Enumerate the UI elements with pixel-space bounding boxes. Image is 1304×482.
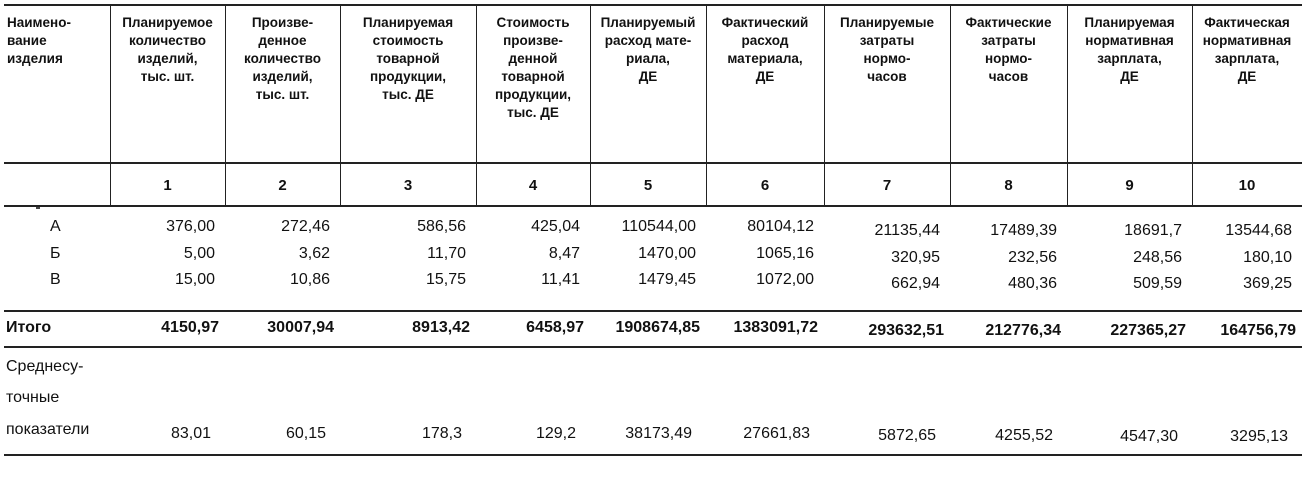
total-cell: 6458,97 bbox=[526, 319, 584, 336]
table-cell: 110544,00 bbox=[621, 218, 696, 235]
column-number: 2 bbox=[278, 177, 287, 194]
row-label: А bbox=[50, 218, 61, 235]
total-cell: 30007,94 bbox=[267, 319, 334, 336]
total-cell: 1383091,72 bbox=[733, 319, 818, 336]
column-divider bbox=[706, 4, 707, 205]
total-cell: 212776,34 bbox=[985, 322, 1061, 339]
table-cell: 272,46 bbox=[281, 218, 330, 235]
table-cell: 180,10 bbox=[1243, 249, 1292, 266]
average-cell: 4547,30 bbox=[1120, 427, 1178, 445]
table-cell: 5,00 bbox=[183, 245, 215, 262]
column-divider bbox=[340, 4, 341, 205]
average-row-label: точные bbox=[6, 389, 60, 406]
table-cell: 425,04 bbox=[531, 218, 580, 235]
table-cell: 1479,45 bbox=[638, 271, 696, 288]
table-cell: 586,56 bbox=[417, 218, 466, 235]
column-header: Планируемые затраты нормо- часов bbox=[840, 15, 934, 84]
table-cell: 480,36 bbox=[1008, 275, 1057, 292]
table-cell: 21135,44 bbox=[874, 222, 940, 239]
column-divider bbox=[590, 4, 591, 205]
table-cell: 10,86 bbox=[289, 271, 330, 288]
table-rule bbox=[4, 162, 1302, 164]
column-divider bbox=[824, 4, 825, 205]
table-cell: 376,00 bbox=[166, 218, 215, 235]
table-cell: 11,41 bbox=[541, 271, 580, 288]
column-divider bbox=[1067, 4, 1068, 205]
table-cell: 18691,7 bbox=[1124, 222, 1182, 239]
table-rule bbox=[4, 454, 1302, 456]
average-row-label: показатели bbox=[6, 421, 90, 438]
average-cell: 178,3 bbox=[421, 425, 462, 442]
table-cell: 13544,68 bbox=[1225, 222, 1292, 239]
column-header: Фактические затраты нормо- часов bbox=[965, 15, 1052, 84]
total-cell: 8913,42 bbox=[412, 319, 470, 336]
column-number: 6 bbox=[760, 177, 770, 194]
column-header: Фактический расход материала, ДЕ bbox=[721, 15, 809, 84]
row-label: В bbox=[50, 271, 61, 288]
column-header: Планируемый расход мате- риала, ДЕ bbox=[600, 15, 696, 84]
column-header: Наимено- вание изделия bbox=[7, 15, 71, 66]
table-cell: 80104,12 bbox=[747, 218, 814, 235]
column-divider bbox=[950, 4, 951, 205]
table-cell: 3,62 bbox=[298, 245, 330, 262]
column-number: 3 bbox=[403, 177, 413, 194]
column-number: 10 bbox=[1238, 177, 1256, 194]
table-cell: 1065,16 bbox=[756, 245, 814, 262]
average-cell: 129,2 bbox=[535, 425, 576, 442]
average-cell: 27661,83 bbox=[743, 425, 810, 442]
total-row-label: Итого bbox=[6, 319, 52, 336]
table-cell: 248,56 bbox=[1133, 249, 1182, 266]
row-tick-mark bbox=[36, 207, 40, 209]
table-rule bbox=[4, 205, 1302, 207]
table-cell: 662,94 bbox=[891, 275, 940, 292]
average-cell: 3295,13 bbox=[1230, 427, 1288, 445]
average-row-label: Среднесу- bbox=[6, 358, 84, 375]
column-header: Фактическая нормативная зарплата, ДЕ bbox=[1202, 15, 1292, 84]
column-header: Стоимость произве- денной товарной продукции, тыс. ДЕ bbox=[494, 15, 572, 120]
average-cell: 4255,52 bbox=[995, 427, 1053, 444]
table-cell: 15,00 bbox=[174, 271, 215, 288]
column-divider bbox=[476, 4, 477, 205]
average-cell: 83,01 bbox=[170, 425, 211, 442]
total-cell: 164756,79 bbox=[1220, 322, 1296, 339]
column-number: 5 bbox=[643, 177, 653, 194]
table-cell: 17489,39 bbox=[990, 222, 1057, 239]
column-number: 1 bbox=[163, 177, 172, 194]
total-cell: 293632,51 bbox=[868, 322, 944, 339]
table-cell: 369,25 bbox=[1243, 275, 1292, 292]
total-cell: 4150,97 bbox=[161, 319, 219, 336]
table-cell: 320,95 bbox=[891, 249, 940, 266]
total-cell: 227365,27 bbox=[1110, 322, 1186, 339]
table-rule bbox=[4, 4, 1302, 6]
column-divider bbox=[225, 4, 226, 205]
column-number: 4 bbox=[528, 177, 538, 194]
table-cell: 11,70 bbox=[427, 245, 466, 262]
table-cell: 509,59 bbox=[1133, 275, 1182, 292]
column-header: Планируемая стоимость товарной продукции, тыс. ДЕ bbox=[362, 15, 454, 102]
column-divider bbox=[110, 4, 111, 205]
column-number: 7 bbox=[882, 177, 892, 194]
total-cell: 1908674,85 bbox=[615, 319, 700, 336]
average-cell: 5872,65 bbox=[878, 427, 936, 444]
row-label: Б bbox=[50, 245, 61, 262]
average-cell: 38173,49 bbox=[625, 425, 692, 442]
table-cell: 8,47 bbox=[548, 245, 580, 262]
column-number: 8 bbox=[1004, 177, 1013, 194]
column-number: 9 bbox=[1125, 177, 1134, 194]
table-cell: 1072,00 bbox=[756, 271, 814, 288]
table-cell: 232,56 bbox=[1008, 249, 1057, 266]
average-cell: 60,15 bbox=[285, 425, 326, 442]
table-rule bbox=[4, 310, 1302, 312]
column-header: Планируемая нормативная зарплата, ДЕ bbox=[1084, 15, 1175, 84]
column-divider bbox=[1192, 4, 1193, 205]
table-cell: 15,75 bbox=[425, 271, 466, 288]
table-rule bbox=[4, 346, 1302, 348]
column-header: Произве- денное количество изделий, тыс. шт. bbox=[243, 15, 322, 102]
column-header: Планируемое количество изделий, тыс. шт. bbox=[122, 15, 213, 84]
table-cell: 1470,00 bbox=[638, 245, 696, 262]
